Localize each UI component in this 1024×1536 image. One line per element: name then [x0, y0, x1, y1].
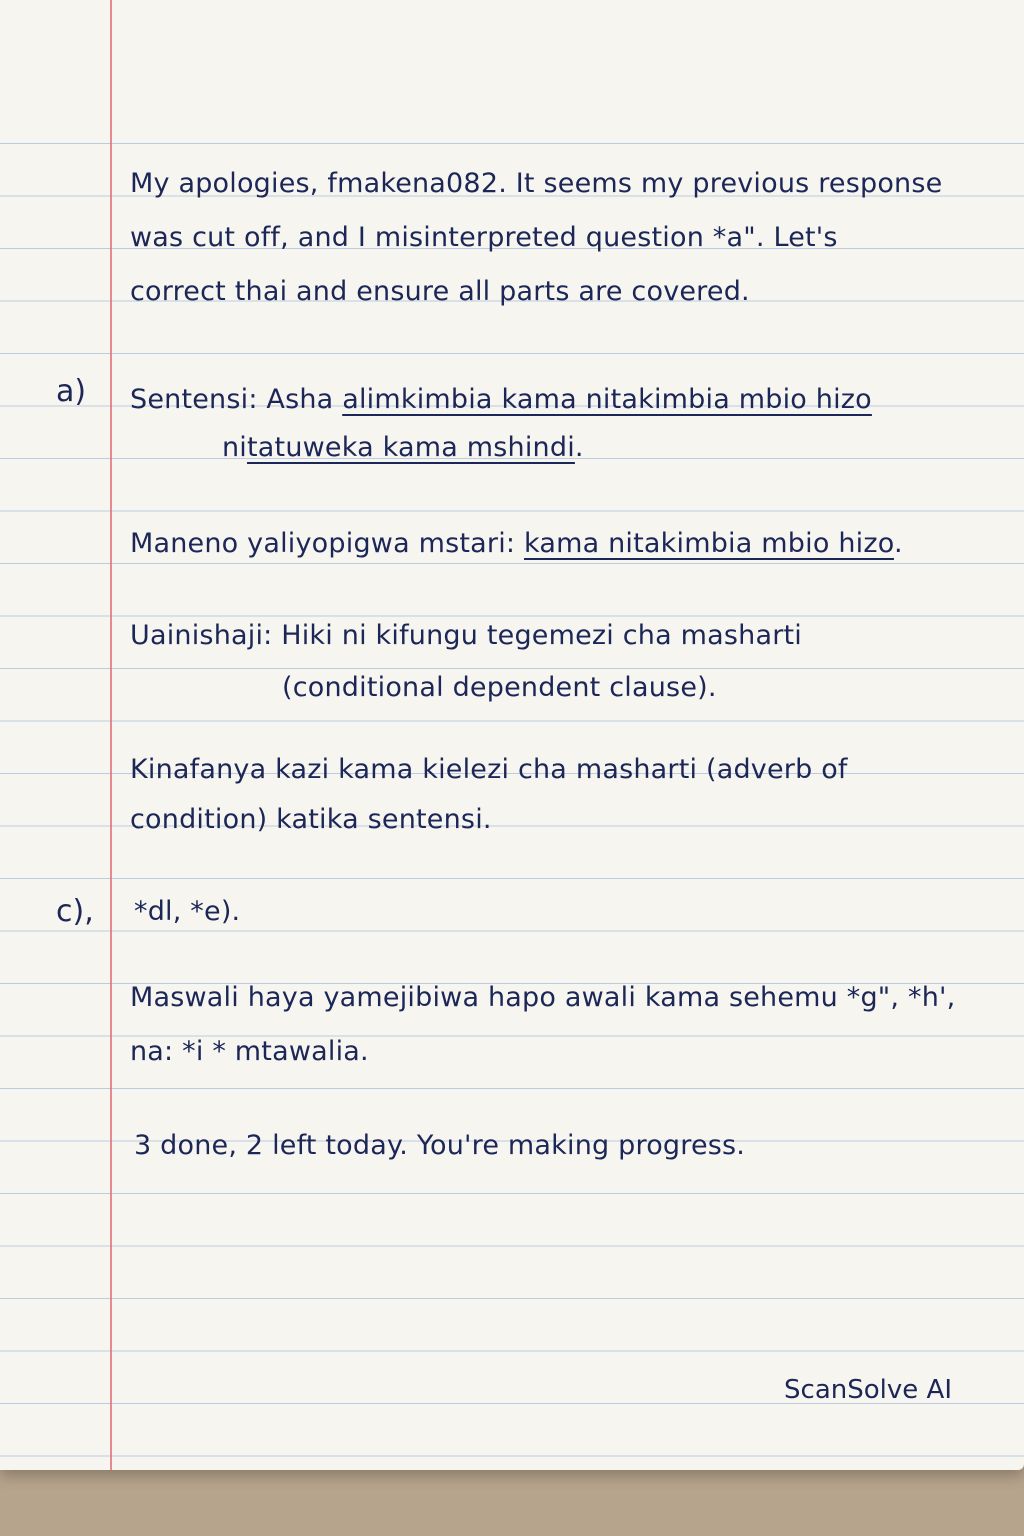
- sentence-line2-underlined: tatuweka kama mshindi: [247, 432, 575, 463]
- sentence-line-2: [222, 432, 584, 463]
- sentence-prefix: Sentensi: Asha: [130, 384, 343, 415]
- underlined-words-label: Maneno yaliyopigwa mstari:: [130, 528, 524, 559]
- intro-line-3: correct thai and ensure all parts are covered.: [130, 276, 750, 307]
- section-c-label: c),: [56, 894, 94, 929]
- underlined-words-line: [130, 528, 903, 559]
- underlined-words-value: kama nitakimbia mbio hizo: [523, 528, 894, 559]
- answered-line-2: na: *i * mtawalia.: [130, 1036, 369, 1067]
- progress-note: 3 done, 2 left today. You're making progress.: [134, 1130, 746, 1161]
- sentence-underlined: alimkimbia kama nitakimbia mbio hizo: [342, 384, 872, 415]
- intro-line-1: My apologies, fmakena082. It seems my previous response: [130, 168, 943, 199]
- underlined-words-end: .: [893, 528, 903, 559]
- classification-line-2: (conditional dependent clause).: [282, 672, 717, 703]
- sentence-line2-start: ni: [222, 432, 248, 463]
- section-a-label: a): [56, 374, 87, 409]
- section-c-text: *dl, *e).: [134, 896, 241, 927]
- classification-line-1: Uainishaji: Hiki ni kifungu tegemezi cha masharti: [130, 620, 803, 651]
- intro-line-2: was cut off, and I misinterpreted question *a". Let's: [130, 222, 838, 253]
- function-line-2: condition) katika sentensi.: [130, 804, 492, 835]
- margin-line: [110, 0, 112, 1470]
- answered-line-1: Maswali haya yamejibiwa hapo awali kama sehemu *g", *h',: [130, 982, 956, 1013]
- sentence-line2-end: .: [574, 432, 584, 463]
- function-line-1: Kinafanya kazi kama kielezi cha masharti (adverb of: [130, 754, 848, 785]
- sentence-line-1: [130, 384, 872, 415]
- brand-signature: ScanSolve AI: [784, 1375, 952, 1405]
